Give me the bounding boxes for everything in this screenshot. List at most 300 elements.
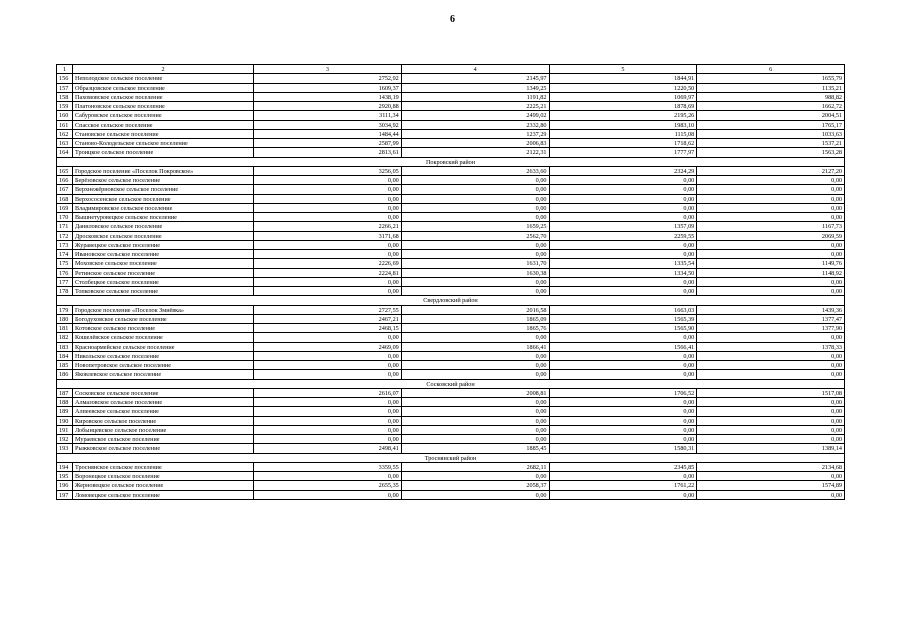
value-cell: 1574,89: [697, 481, 845, 490]
settlement-name: Лобынцевское сельское поселение: [73, 425, 254, 434]
value-cell: 0,00: [254, 361, 402, 370]
value-cell: 0,00: [697, 240, 845, 249]
table-row: [57, 222, 845, 231]
value-cell: 0,00: [401, 351, 549, 360]
settlement-name: Топковское сельское поселение: [73, 287, 254, 296]
value-cell: 0,00: [401, 407, 549, 416]
value-cell: 1765,17: [697, 120, 845, 129]
row-number: 156: [57, 74, 73, 83]
row-number: 196: [57, 481, 73, 490]
value-cell: 0,00: [401, 176, 549, 185]
settlement-name: Мураевское сельское поселение: [73, 435, 254, 444]
value-cell: 0,00: [254, 472, 402, 481]
value-cell: 2006,83: [401, 139, 549, 148]
settlement-name: Спасское сельское поселение: [73, 120, 254, 129]
value-cell: 0,00: [697, 213, 845, 222]
value-cell: 0,00: [401, 203, 549, 212]
row-number: 163: [57, 139, 73, 148]
value-cell: 2655,35: [254, 481, 402, 490]
value-cell: 0,00: [697, 194, 845, 203]
table-row: [57, 166, 845, 175]
value-cell: 1706,52: [549, 388, 697, 397]
table-row: [57, 185, 845, 194]
value-cell: 2069,59: [697, 231, 845, 240]
row-number: 178: [57, 287, 73, 296]
value-cell: 0,00: [401, 333, 549, 342]
row-number: 161: [57, 120, 73, 129]
settlement-name: Сосковское сельское поселение: [73, 388, 254, 397]
value-cell: 0,00: [254, 287, 402, 296]
value-cell: 0,00: [697, 472, 845, 481]
table-row: [57, 102, 845, 111]
table-row: [57, 388, 845, 397]
value-cell: 0,00: [254, 398, 402, 407]
value-cell: 2324,29: [549, 166, 697, 175]
settlement-name: Ретинское сельское поселение: [73, 268, 254, 277]
value-cell: 0,00: [401, 490, 549, 499]
value-cell: 0,00: [401, 370, 549, 379]
value-cell: 3359,55: [254, 462, 402, 471]
value-cell: 1761,22: [549, 481, 697, 490]
table-row: [57, 490, 845, 499]
table-row: [57, 342, 845, 351]
value-cell: 2727,55: [254, 305, 402, 314]
table-row: [57, 425, 845, 434]
value-cell: 3256,05: [254, 166, 402, 175]
settlement-name: Верхнежёрновское сельское поселение: [73, 185, 254, 194]
row-number: 167: [57, 185, 73, 194]
value-cell: 0,00: [697, 490, 845, 499]
table-row: [57, 277, 845, 286]
value-cell: 2122,31: [401, 148, 549, 157]
table-row: [57, 287, 845, 296]
table-row: [57, 111, 845, 120]
table-row: [57, 213, 845, 222]
page-number: 6: [450, 14, 455, 25]
settlement-name: Ломовецкое сельское поселение: [73, 490, 254, 499]
value-cell: 2266,21: [254, 222, 402, 231]
row-number: 184: [57, 351, 73, 360]
table-row: [57, 324, 845, 333]
value-cell: 1220,50: [549, 83, 697, 92]
value-cell: 0,00: [254, 490, 402, 499]
table-row: [57, 250, 845, 259]
value-cell: 3171,68: [254, 231, 402, 240]
settlement-name: Журавецкое сельское поселение: [73, 240, 254, 249]
table-row: [57, 259, 845, 268]
table-row: [57, 305, 845, 314]
value-cell: 2134,68: [697, 462, 845, 471]
value-cell: 0,00: [401, 287, 549, 296]
value-cell: 2587,99: [254, 139, 402, 148]
value-cell: 2752,92: [254, 74, 402, 83]
table-row: [57, 416, 845, 425]
row-number: 189: [57, 407, 73, 416]
row-number: 168: [57, 194, 73, 203]
value-cell: 2224,81: [254, 268, 402, 277]
value-cell: 1865,09: [401, 314, 549, 323]
column-header: 1: [57, 65, 73, 74]
value-cell: 1191,82: [401, 92, 549, 101]
value-cell: 2682,11: [401, 462, 549, 471]
table-row: [57, 129, 845, 138]
settlement-name: Богодуховское сельское поселение: [73, 314, 254, 323]
table-row: [57, 139, 845, 148]
value-cell: 2058,37: [401, 481, 549, 490]
table-row: [57, 120, 845, 129]
settlement-name: Сабуровское сельское поселение: [73, 111, 254, 120]
value-cell: 1135,21: [697, 83, 845, 92]
value-cell: 0,00: [697, 287, 845, 296]
table-row: [57, 398, 845, 407]
settlement-name: Даниловское сельское поселение: [73, 222, 254, 231]
value-cell: 2469,09: [254, 342, 402, 351]
value-cell: 0,00: [549, 361, 697, 370]
value-cell: 2467,21: [254, 314, 402, 323]
value-cell: 0,00: [549, 185, 697, 194]
value-cell: 0,00: [549, 407, 697, 416]
value-cell: 1115,08: [549, 129, 697, 138]
table-header-row: [57, 65, 845, 74]
value-cell: 0,00: [697, 250, 845, 259]
table-row: [57, 92, 845, 101]
table-row: [57, 370, 845, 379]
row-number: 170: [57, 213, 73, 222]
value-cell: 2145,97: [401, 74, 549, 83]
value-cell: 0,00: [697, 398, 845, 407]
value-cell: 2004,51: [697, 111, 845, 120]
value-cell: 0,00: [549, 398, 697, 407]
row-number: 192: [57, 435, 73, 444]
value-cell: 0,00: [549, 176, 697, 185]
value-cell: 0,00: [401, 398, 549, 407]
settlement-name: Берёзовское сельское поселение: [73, 176, 254, 185]
table-row: [57, 314, 845, 323]
value-cell: 2259,55: [549, 231, 697, 240]
value-cell: 1609,37: [254, 83, 402, 92]
value-cell: 1357,09: [549, 222, 697, 231]
value-cell: 3111,34: [254, 111, 402, 120]
value-cell: 0,00: [697, 361, 845, 370]
settlement-name: Рыжковское сельское поселение: [73, 444, 254, 453]
settlement-name: Городское поселение «Поселок Змиёвка»: [73, 305, 254, 314]
column-header: 2: [73, 65, 254, 74]
value-cell: 1033,63: [697, 129, 845, 138]
value-cell: 0,00: [401, 435, 549, 444]
value-cell: 0,00: [401, 425, 549, 434]
value-cell: 1580,31: [549, 444, 697, 453]
value-cell: 1378,33: [697, 342, 845, 351]
value-cell: 0,00: [549, 250, 697, 259]
value-cell: 1865,76: [401, 324, 549, 333]
column-header: 4: [401, 65, 549, 74]
row-number: 181: [57, 324, 73, 333]
value-cell: 0,00: [697, 333, 845, 342]
value-cell: 0,00: [401, 472, 549, 481]
value-cell: 1438,19: [254, 92, 402, 101]
table-row: [57, 407, 845, 416]
value-cell: 0,00: [254, 185, 402, 194]
table-row: [57, 351, 845, 360]
column-header: 6: [697, 65, 845, 74]
settlement-name: Неполодское сельское поселение: [73, 74, 254, 83]
value-cell: 0,00: [401, 361, 549, 370]
value-cell: 1563,28: [697, 148, 845, 157]
row-number: 177: [57, 277, 73, 286]
value-cell: 1537,21: [697, 139, 845, 148]
settlement-name: Котовское сельское поселение: [73, 324, 254, 333]
table-row: [57, 203, 845, 212]
value-cell: 1389,14: [697, 444, 845, 453]
value-cell: 1844,91: [549, 74, 697, 83]
settlement-name: Образцовское сельское поселение: [73, 83, 254, 92]
value-cell: 2226,69: [254, 259, 402, 268]
value-cell: 1377,90: [697, 324, 845, 333]
value-cell: 2332,80: [401, 120, 549, 129]
value-cell: 2633,60: [401, 166, 549, 175]
row-number: 190: [57, 416, 73, 425]
table-row: [57, 268, 845, 277]
value-cell: 1663,03: [549, 305, 697, 314]
district-heading: Троснянский район: [57, 453, 845, 462]
value-cell: 0,00: [697, 416, 845, 425]
row-number: 182: [57, 333, 73, 342]
settlement-name: Вышнетуровецкое сельское поселение: [73, 213, 254, 222]
table-row: [57, 83, 845, 92]
value-cell: 1517,08: [697, 388, 845, 397]
value-cell: 2616,07: [254, 388, 402, 397]
value-cell: 1565,39: [549, 314, 697, 323]
value-cell: 2920,88: [254, 102, 402, 111]
row-number: 191: [57, 425, 73, 434]
value-cell: 0,00: [549, 472, 697, 481]
value-cell: 0,00: [254, 407, 402, 416]
value-cell: 1659,25: [401, 222, 549, 231]
value-cell: 0,00: [697, 351, 845, 360]
value-cell: 1566,41: [549, 342, 697, 351]
value-cell: 0,00: [254, 240, 402, 249]
value-cell: 0,00: [697, 425, 845, 434]
row-number: 174: [57, 250, 73, 259]
row-number: 160: [57, 111, 73, 120]
value-cell: 2498,41: [254, 444, 402, 453]
row-number: 180: [57, 314, 73, 323]
settlement-name: Становское сельское поселение: [73, 129, 254, 138]
settlement-name: Владимировское сельское поселение: [73, 203, 254, 212]
value-cell: 0,00: [401, 277, 549, 286]
value-cell: 2813,61: [254, 148, 402, 157]
settlement-name: Яковлевское сельское поселение: [73, 370, 254, 379]
value-cell: 0,00: [254, 213, 402, 222]
settlement-name: Троицкое сельское поселение: [73, 148, 254, 157]
value-cell: 1718,62: [549, 139, 697, 148]
district-heading-row: [57, 453, 845, 462]
district-heading: Сосковский район: [57, 379, 845, 388]
row-number: 176: [57, 268, 73, 277]
value-cell: 1655,79: [697, 74, 845, 83]
row-number: 187: [57, 388, 73, 397]
value-cell: 0,00: [549, 213, 697, 222]
value-cell: 1662,72: [697, 102, 845, 111]
table-row: [57, 231, 845, 240]
district-heading-row: [57, 379, 845, 388]
row-number: 159: [57, 102, 73, 111]
row-number: 169: [57, 203, 73, 212]
district-heading-row: [57, 296, 845, 305]
value-cell: 2127,20: [697, 166, 845, 175]
row-number: 162: [57, 129, 73, 138]
row-number: 172: [57, 231, 73, 240]
value-cell: 0,00: [549, 351, 697, 360]
value-cell: 3034,92: [254, 120, 402, 129]
district-heading: Свердловский район: [57, 296, 845, 305]
value-cell: 0,00: [549, 490, 697, 499]
row-number: 193: [57, 444, 73, 453]
value-cell: 1349,25: [401, 83, 549, 92]
settlement-name: Кировское сельское поселение: [73, 416, 254, 425]
value-cell: 0,00: [697, 370, 845, 379]
value-cell: 1885,45: [401, 444, 549, 453]
value-cell: 0,00: [254, 250, 402, 259]
value-cell: 0,00: [254, 370, 402, 379]
value-cell: 0,00: [254, 333, 402, 342]
row-number: 171: [57, 222, 73, 231]
row-number: 173: [57, 240, 73, 249]
settlement-name: Платоновское сельское поселение: [73, 102, 254, 111]
value-cell: 0,00: [254, 351, 402, 360]
table-row: [57, 361, 845, 370]
table-row: [57, 481, 845, 490]
row-number: 175: [57, 259, 73, 268]
table-row: [57, 148, 845, 157]
table-row: [57, 472, 845, 481]
settlement-name: Городское поселение «Поселок Покровское»: [73, 166, 254, 175]
table-row: [57, 435, 845, 444]
table-row: [57, 444, 845, 453]
value-cell: 0,00: [254, 194, 402, 203]
settlement-name: Станово-Колодезьское сельское поселение: [73, 139, 254, 148]
settlement-name: Столбецкое сельское поселение: [73, 277, 254, 286]
district-heading: Покровский район: [57, 157, 845, 166]
settlement-name: Верхососенское сельское поселение: [73, 194, 254, 203]
value-cell: 2016,58: [401, 305, 549, 314]
value-cell: 0,00: [549, 194, 697, 203]
value-cell: 0,00: [697, 277, 845, 286]
value-cell: 0,00: [401, 185, 549, 194]
value-cell: 1377,47: [697, 314, 845, 323]
value-cell: 0,00: [697, 185, 845, 194]
value-cell: 988,82: [697, 92, 845, 101]
value-cell: 2195,26: [549, 111, 697, 120]
table-row: [57, 240, 845, 249]
row-number: 166: [57, 176, 73, 185]
settlement-name: Пахомовское сельское поселение: [73, 92, 254, 101]
value-cell: 1148,92: [697, 268, 845, 277]
value-cell: 0,00: [254, 435, 402, 444]
settlement-name: Новопетровское сельское поселение: [73, 361, 254, 370]
row-number: 183: [57, 342, 73, 351]
table-row: [57, 176, 845, 185]
value-cell: 1983,10: [549, 120, 697, 129]
value-cell: 0,00: [401, 213, 549, 222]
table-row: [57, 462, 845, 471]
column-header: 5: [549, 65, 697, 74]
value-cell: 0,00: [697, 176, 845, 185]
value-cell: 1866,41: [401, 342, 549, 351]
row-number: 158: [57, 92, 73, 101]
row-number: 185: [57, 361, 73, 370]
value-cell: 0,00: [549, 240, 697, 249]
value-cell: 1630,38: [401, 268, 549, 277]
settlement-name: Ивановское сельское поселение: [73, 250, 254, 259]
table-body: [57, 74, 845, 500]
value-cell: 0,00: [549, 287, 697, 296]
value-cell: 1334,50: [549, 268, 697, 277]
value-cell: 0,00: [401, 250, 549, 259]
value-cell: 0,00: [549, 416, 697, 425]
value-cell: 2499,02: [401, 111, 549, 120]
row-number: 164: [57, 148, 73, 157]
value-cell: 1484,44: [254, 129, 402, 138]
value-cell: 0,00: [401, 240, 549, 249]
value-cell: 0,00: [254, 203, 402, 212]
column-header: 3: [254, 65, 402, 74]
value-cell: 1878,69: [549, 102, 697, 111]
settlement-name: Красноармейское сельское поселение: [73, 342, 254, 351]
value-cell: 2468,15: [254, 324, 402, 333]
settlement-name: Алмазовское сельское поселение: [73, 398, 254, 407]
value-cell: 0,00: [549, 277, 697, 286]
table-row: [57, 333, 845, 342]
settlement-name: Воронецкое сельское поселение: [73, 472, 254, 481]
row-number: 179: [57, 305, 73, 314]
value-cell: 0,00: [697, 407, 845, 416]
value-cell: 1335,54: [549, 259, 697, 268]
row-number: 157: [57, 83, 73, 92]
value-cell: 0,00: [254, 425, 402, 434]
settlement-name: Кошелёвское сельское поселение: [73, 333, 254, 342]
district-heading-row: [57, 157, 845, 166]
row-number: 165: [57, 166, 73, 175]
value-cell: 1439,36: [697, 305, 845, 314]
table-row: [57, 194, 845, 203]
settlement-name: Алпеевское сельское поселение: [73, 407, 254, 416]
row-number: 197: [57, 490, 73, 499]
value-cell: 0,00: [401, 416, 549, 425]
value-cell: 1631,70: [401, 259, 549, 268]
value-cell: 2225,21: [401, 102, 549, 111]
value-cell: 0,00: [254, 416, 402, 425]
value-cell: 2562,70: [401, 231, 549, 240]
row-number: 194: [57, 462, 73, 471]
settlement-name: Никольское сельское поселение: [73, 351, 254, 360]
settlement-name: Жерновецкое сельское поселение: [73, 481, 254, 490]
value-cell: 1237,29: [401, 129, 549, 138]
value-cell: 0,00: [254, 176, 402, 185]
value-cell: 2345,85: [549, 462, 697, 471]
value-cell: 1565,90: [549, 324, 697, 333]
row-number: 188: [57, 398, 73, 407]
value-cell: 0,00: [549, 425, 697, 434]
value-cell: 0,00: [254, 277, 402, 286]
table-row: [57, 74, 845, 83]
row-number: 195: [57, 472, 73, 481]
settlement-name: Троснянское сельское поселение: [73, 462, 254, 471]
value-cell: 0,00: [549, 333, 697, 342]
value-cell: 2008,81: [401, 388, 549, 397]
value-cell: 0,00: [697, 203, 845, 212]
value-cell: 1149,76: [697, 259, 845, 268]
